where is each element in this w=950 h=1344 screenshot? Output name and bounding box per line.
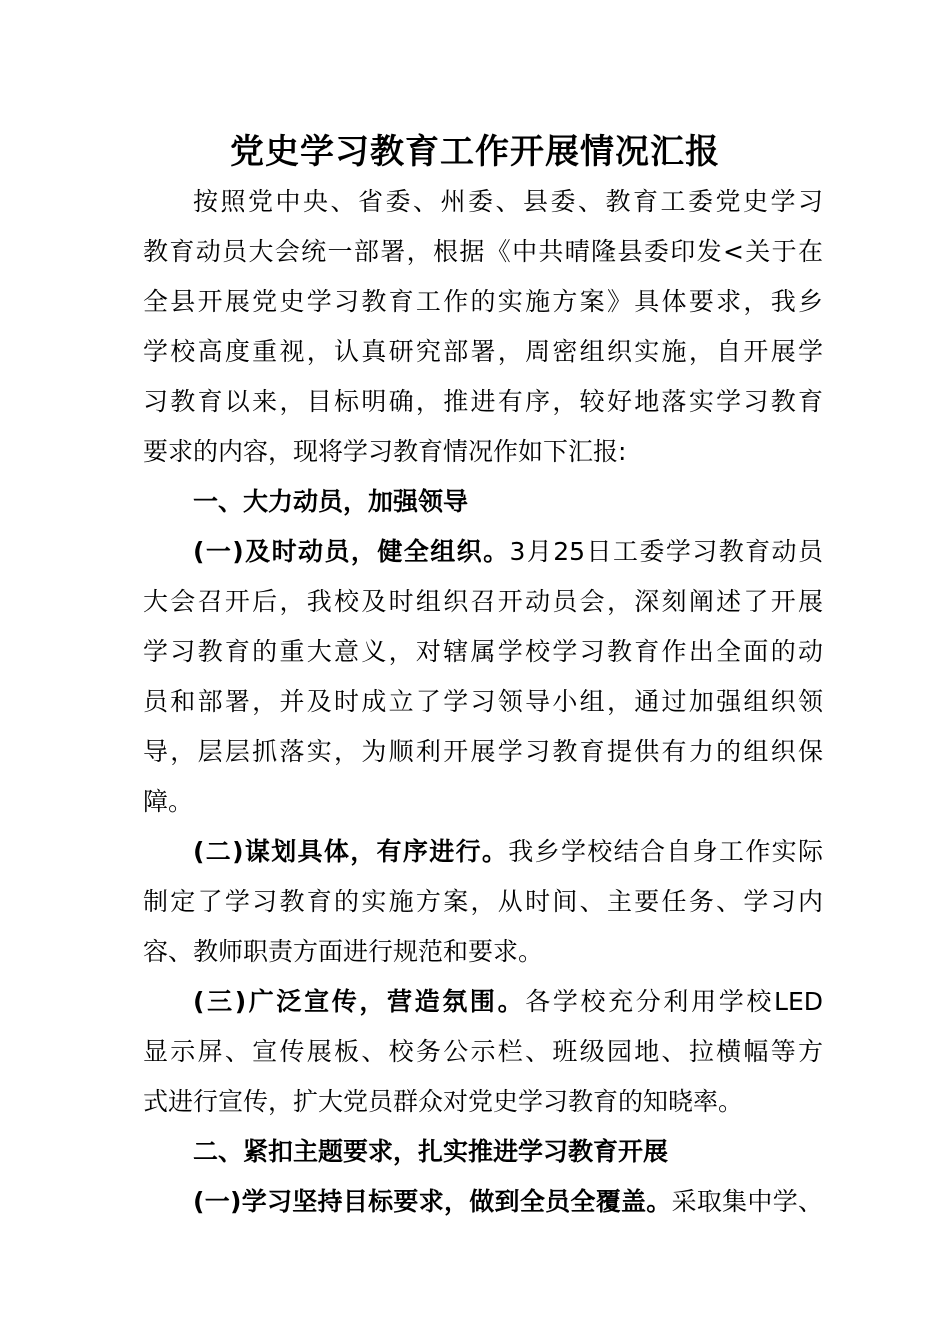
paragraph-line: 教育动员大会统一部署，根据《中共晴隆县委印发<关于在 — [143, 237, 823, 266]
document-title: 党史学习教育工作开展情况汇报 — [230, 132, 720, 172]
paragraph-line: 显示屏、宣传展板、校务公示栏、班级园地、拉横幅等方 — [143, 1037, 823, 1066]
subsection-heading: (一)学习坚持目标要求，做到全员全覆盖。 — [193, 1187, 672, 1216]
subsection-text: 采取集中学、 — [671, 1187, 823, 1216]
subsection-text: 各学校充分利用学校LED — [525, 987, 823, 1016]
paragraph-line: 学校高度重视，认真研究部署，周密组织实施，自开展学 — [143, 337, 823, 366]
paragraph-line: 式进行宣传，扩大党员群众对党史学习教育的知晓率。 — [143, 1087, 744, 1116]
paragraph-line: 按照党中央、省委、州委、县委、教育工委党史学习 — [193, 187, 823, 216]
paragraph-line: 容、教师职责方面进行规范和要求。 — [143, 937, 544, 966]
paragraph-line: 员和部署，并及时成立了学习领导小组，通过加强组织领 — [143, 687, 823, 716]
section-heading: 一、大力动员，加强领导 — [193, 487, 469, 516]
paragraph-line: 全县开展党史学习教育工作的实施方案》具体要求，我乡 — [143, 287, 823, 316]
subsection-text: 我乡学校结合自身工作实际 — [508, 837, 823, 866]
paragraph-line: 学习教育的重大意义，对辖属学校学习教育作出全面的动 — [143, 637, 823, 666]
subsection-heading: (一)及时动员，健全组织。 — [193, 537, 510, 566]
section-heading: 二、紧扣主题要求，扎实推进学习教育开展 — [193, 1137, 669, 1166]
subsection-line — [193, 832, 823, 872]
subsection-line — [193, 532, 823, 572]
subsection-text: 3月25日工委学习教育动员 — [509, 537, 823, 566]
paragraph-line: 要求的内容，现将学习教育情况作如下汇报: — [143, 437, 627, 466]
paragraph-line: 大会召开后，我校及时组织召开动员会，深刻阐述了开展 — [143, 587, 823, 616]
paragraph-line: 习教育以来，目标明确，推进有序，较好地落实学习教育 — [143, 387, 823, 416]
subsection-heading: (二)谋划具体，有序进行。 — [193, 837, 509, 866]
subsection-line — [193, 1182, 823, 1222]
subsection-line — [193, 982, 823, 1022]
paragraph-line: 制定了学习教育的实施方案，从时间、主要任务、学习内 — [143, 887, 823, 916]
paragraph-line: 障。 — [143, 787, 194, 816]
subsection-heading: (三)广泛宣传，营造氛围。 — [193, 987, 526, 1016]
paragraph-line: 导，层层抓落实，为顺利开展学习教育提供有力的组织保 — [143, 737, 823, 766]
